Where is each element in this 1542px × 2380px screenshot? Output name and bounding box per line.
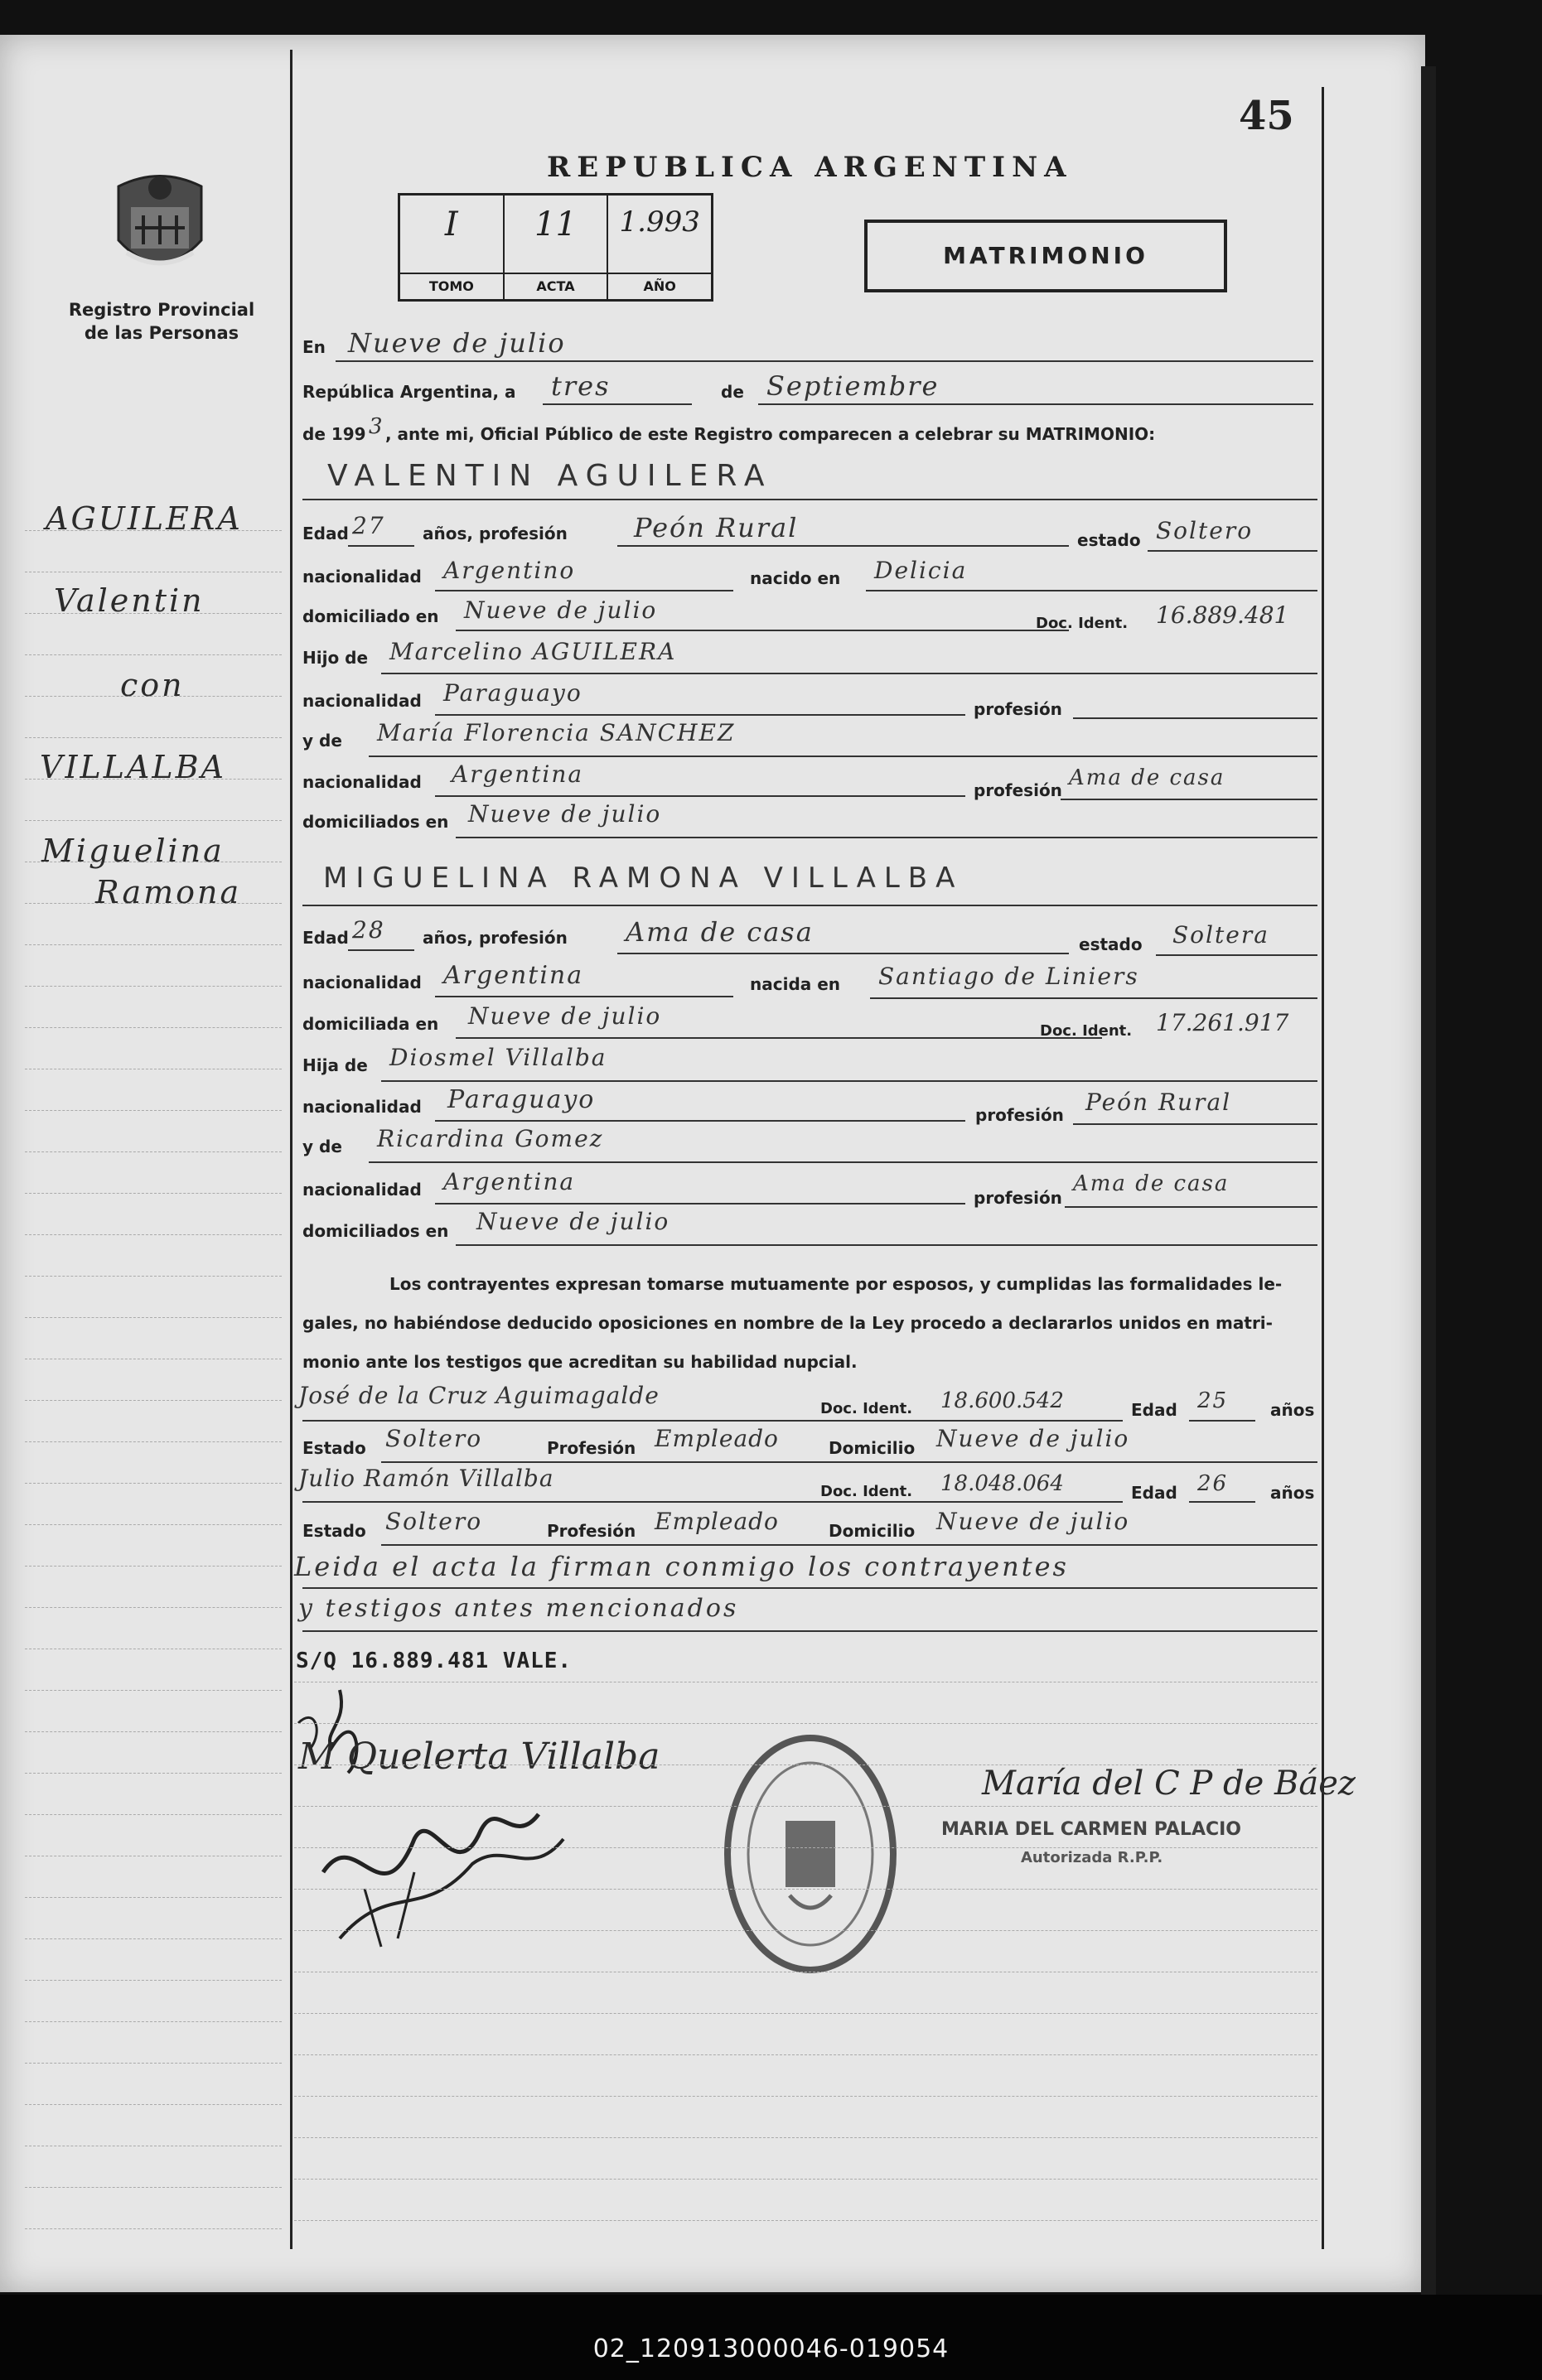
bride-doc-label: Doc. Ident. [1040, 1022, 1133, 1040]
groom-father-nat-row [302, 681, 1317, 722]
body-ruled-line [294, 1764, 1317, 1765]
closing-line-2 [298, 1594, 1317, 1635]
bride-mother-prof-label: profesión [974, 1188, 1062, 1208]
closing-text-1: Leida el acta la firman conmigo los contrayentes [294, 1551, 1069, 1582]
closing-text-2: y testigos antes mencionados [298, 1594, 739, 1623]
bride-father-nat-row [302, 1087, 1317, 1128]
body-ruled-line [294, 1889, 1317, 1890]
groom-mother-nat-label: nacionalidad [302, 772, 422, 792]
witness-2-estado-label: Estado [302, 1521, 366, 1541]
margin-ruled-line [25, 1400, 282, 1401]
margin-ruled-line [25, 1193, 282, 1194]
bride-parents-dom-label: domiciliados en [302, 1221, 449, 1241]
bride-dom-label: domiciliada en [302, 1014, 439, 1034]
intro-text: , ante mi, Oficial Público de este Registro comparecen a celebrar su MATRIMONIO: [385, 424, 1156, 444]
acta-label: ACTA [505, 273, 607, 299]
groom-father-nat-label: nacionalidad [302, 691, 422, 711]
margin-surname-groom: AGUILERA [46, 500, 243, 537]
bride-father-prof-label: profesión [975, 1105, 1064, 1125]
margin-ruled-line [25, 1566, 282, 1567]
bride-parents-domicile: Nueve de julio [476, 1208, 670, 1235]
margin-ruled-line [25, 2063, 282, 2064]
bride-mother-nationality: Argentina [443, 1168, 576, 1195]
year-row [302, 414, 1317, 456]
margin-ruled-line [25, 986, 282, 987]
month-value: Septiembre [766, 370, 940, 402]
official-name: MARIA DEL CARMEN PALACIO [941, 1819, 1242, 1840]
witness-1-details-row [302, 1425, 1317, 1466]
witness-2-doc: 18.048.064 [940, 1471, 1064, 1496]
provincial-seal-icon [106, 170, 214, 282]
witness-2-profession: Empleado [655, 1508, 779, 1535]
witness-2-dom-label: Domicilio [829, 1521, 916, 1541]
republica-label: República Argentina, a [302, 382, 516, 402]
anio-cell [608, 196, 711, 299]
official-signature: María del C P de Báez [982, 1764, 1356, 1803]
registry-label-line2: de las Personas [84, 323, 239, 343]
bride-father: Diosmel Villalba [389, 1044, 607, 1071]
bride-father-profession: Peón Rural [1085, 1089, 1232, 1116]
witness-1-anios-label: años [1270, 1400, 1315, 1420]
margin-ruled-line [25, 737, 282, 738]
witness-1-doc: 18.600.542 [940, 1388, 1064, 1413]
witness-1-domicile: Nueve de julio [936, 1425, 1130, 1452]
witness-1-edad-label: Edad [1131, 1400, 1177, 1420]
margin-ruled-line [25, 1897, 282, 1898]
witness-1-name: José de la Cruz Aguimagalde [298, 1382, 660, 1409]
groom-hijo-label: Hijo de [302, 648, 369, 668]
margin-ruled-line [25, 1690, 282, 1691]
witness-2-doc-label: Doc. Ident. [820, 1483, 913, 1500]
body-ruled-line [294, 1806, 1317, 1807]
groom-age-row [302, 514, 1317, 555]
declaration-line-1: Los contrayentes expresan tomarse mutuamente por esposos, y cumplidas las formalidades le- [389, 1274, 1283, 1294]
witness-1-doc-label: Doc. Ident. [820, 1400, 913, 1417]
witness-2-prof-label: Profesión [547, 1521, 636, 1541]
groom-mother-profession: Ama de casa [1069, 765, 1225, 790]
groom-status: Soltero [1156, 517, 1254, 544]
acta-cell [505, 196, 609, 299]
bride-mother-nat-row [302, 1170, 1317, 1211]
margin-ruled-line [25, 1980, 282, 1981]
margin-ruled-line [25, 1317, 282, 1318]
bride-domicile: Nueve de julio [468, 1002, 662, 1030]
right-rule [1322, 87, 1324, 2249]
registry-label [50, 298, 273, 345]
scan-caption: 02_120913000046-019054 [592, 2334, 950, 2363]
place-row [302, 327, 1317, 369]
de-label: de [721, 382, 744, 402]
margin-ruled-line [25, 1731, 282, 1732]
official-role: Autorizada R.P.P. [1021, 1849, 1163, 1866]
groom-father-nationality: Paraguayo [443, 679, 582, 707]
margin-ruled-line [25, 1483, 282, 1484]
margin-ruled-line [25, 1607, 282, 1608]
margin-ruled-line [25, 2104, 282, 2105]
book-spine [1421, 66, 1436, 2295]
groom-doc-label: Doc. Ident. [1036, 615, 1129, 632]
closing-line-1 [294, 1551, 1317, 1592]
margin-ruled-line [25, 1773, 282, 1774]
groom-mother-nat-row [302, 762, 1317, 804]
witness-1-dom-label: Domicilio [829, 1438, 916, 1458]
groom-profession-label: años, profesión [423, 524, 568, 543]
bride-hija-label: Hija de [302, 1055, 368, 1075]
bride-domicile-row [302, 1004, 1317, 1045]
margin-ruled-line [25, 654, 282, 655]
bride-yde-label: y de [302, 1137, 342, 1156]
margin-ruled-line [25, 2021, 282, 2022]
registry-label-line1: Registro Provincial [68, 300, 255, 320]
date-row [302, 369, 1317, 410]
groom-parents-dom-label: domiciliados en [302, 812, 449, 832]
groom-name-row [302, 456, 1317, 505]
bride-father-nationality: Paraguayo [447, 1085, 596, 1114]
margin-middle-bride: Ramona [95, 874, 242, 910]
groom-name: VALENTIN AGUILERA [327, 459, 773, 493]
groom-dom-label: domiciliado en [302, 606, 439, 626]
witness-1-prof-label: Profesión [547, 1438, 636, 1458]
witness-2-name: Julio Ramón Villalba [298, 1465, 554, 1492]
anio-value: 1.993 [619, 205, 700, 239]
en-label: En [302, 337, 326, 357]
acta-value: 11 [534, 205, 577, 244]
country-heading: REPUBLICA ARGENTINA [547, 151, 1073, 184]
declaration-text [302, 1265, 1317, 1382]
bride-edad-label: Edad [302, 928, 349, 948]
margin-conjunction: con [120, 667, 185, 703]
bride-age: 28 [352, 916, 385, 944]
margin-ruled-line [25, 1814, 282, 1815]
body-ruled-line [294, 2054, 1317, 2055]
year-prefix: de 199 [302, 424, 366, 444]
witness-1-row [298, 1382, 1317, 1425]
groom-domicile: Nueve de julio [464, 596, 658, 624]
bride-name: MIGUELINA RAMONA VILLALBA [323, 862, 964, 895]
tomo-value: I [444, 205, 458, 244]
witness-2-age: 26 [1197, 1471, 1229, 1496]
groom-father: Marcelino AGUILERA [389, 638, 677, 665]
bride-mother-profession: Ama de casa [1073, 1171, 1230, 1196]
groom-mother-nationality: Argentina [452, 760, 584, 788]
bride-father-nat-label: nacionalidad [302, 1097, 422, 1117]
margin-ruled-line [25, 944, 282, 945]
party-signatures [290, 1673, 721, 1972]
place-value: Nueve de julio [348, 327, 566, 359]
body-ruled-line [294, 2179, 1317, 2180]
margin-ruled-line [25, 820, 282, 821]
groom-birthplace: Delicia [874, 557, 968, 584]
groom-nationality: Argentino [443, 557, 576, 584]
bride-mother-row [302, 1127, 1317, 1168]
margin-ruled-line [25, 2228, 282, 2229]
tomo-cell [400, 196, 505, 299]
bride-profession-label: años, profesión [423, 928, 568, 948]
groom-yde-label: y de [302, 731, 342, 751]
groom-mother-prof-label: profesión [974, 780, 1062, 800]
page-number: 45 [1239, 93, 1294, 139]
groom-mother: María Florencia SANCHEZ [377, 719, 736, 746]
bride-nationality: Argentina [443, 961, 584, 990]
margin-ruled-line [25, 1276, 282, 1277]
bride-mother-nat-label: nacionalidad [302, 1180, 422, 1200]
body-ruled-line [294, 1930, 1317, 1931]
margin-given-groom: Valentin [54, 582, 205, 619]
body-ruled-line [294, 1847, 1317, 1848]
record-type: MATRIMONIO [864, 220, 1227, 292]
margin-ruled-line [25, 1234, 282, 1235]
witness-2-anios-label: años [1270, 1483, 1315, 1503]
witness-2-domicile: Nueve de julio [936, 1508, 1130, 1535]
witness-2-row [298, 1465, 1317, 1506]
declaration-line-3: monio ante los testigos que acreditan su habilidad nupcial. [302, 1352, 858, 1372]
body-ruled-line [294, 2220, 1317, 2221]
margin-ruled-line [25, 1027, 282, 1028]
witness-1-age: 25 [1197, 1388, 1229, 1413]
groom-father-prof-label: profesión [974, 699, 1062, 719]
bride-estado-label: estado [1079, 934, 1143, 954]
body-ruled-line [294, 1723, 1317, 1724]
anio-label: AÑO [608, 273, 711, 299]
witness-2-details-row [302, 1508, 1317, 1549]
registry-stamp-icon [719, 1730, 902, 1978]
margin-given-bride: Miguelina [41, 833, 225, 869]
margin-ruled-line [25, 1110, 282, 1111]
groom-nacido-label: nacido en [750, 568, 841, 588]
witness-1-estado-label: Estado [302, 1438, 366, 1458]
bride-profession: Ama de casa [626, 916, 814, 948]
witness-1-profession: Empleado [655, 1425, 779, 1452]
bride-signature: M Quelerta Villalba [298, 1736, 660, 1778]
body-ruled-line [294, 2137, 1317, 2138]
declaration-line-2: gales, no habiéndose deducido oposiciones en nombre de la Ley procedo a declararlos unidos en matri- [302, 1313, 1273, 1333]
groom-father-row [302, 638, 1317, 679]
bride-name-row [302, 853, 1317, 911]
bride-status: Soltera [1172, 921, 1269, 949]
bride-doc: 17.261.917 [1156, 1009, 1289, 1036]
bride-father-row [302, 1045, 1317, 1087]
bride-nacida-label: nacida en [750, 974, 841, 994]
margin-ruled-line [25, 1938, 282, 1939]
bride-mother: Ricardina Gomez [377, 1125, 604, 1152]
groom-age: 27 [352, 512, 385, 539]
groom-estado-label: estado [1077, 530, 1141, 550]
margin-ruled-line [25, 1441, 282, 1442]
bride-birthplace: Santiago de Liniers [878, 963, 1139, 990]
bride-nat-label: nacionalidad [302, 973, 422, 992]
year-digit: 3 [369, 414, 384, 439]
groom-nationality-row [302, 557, 1317, 598]
margin-ruled-line [25, 2187, 282, 2188]
groom-parents-domicile: Nueve de julio [468, 800, 662, 828]
groom-edad-label: Edad [302, 524, 349, 543]
reference-box [398, 193, 713, 302]
groom-doc: 16.889.481 [1156, 601, 1289, 629]
witness-2-status: Soltero [385, 1508, 483, 1535]
bride-nationality-row [302, 963, 1317, 1004]
bride-age-row [302, 918, 1317, 959]
tomo-label: TOMO [400, 273, 503, 299]
day-value: tres [551, 370, 611, 402]
bride-parents-dom-row [302, 1208, 1317, 1253]
witness-1-status: Soltero [385, 1425, 483, 1452]
witness-2-edad-label: Edad [1131, 1483, 1177, 1503]
groom-mother-row [302, 721, 1317, 762]
groom-parents-dom-row [302, 802, 1317, 843]
groom-domicile-row [302, 596, 1317, 638]
groom-profession: Peón Rural [634, 512, 799, 543]
signature-note: S/Q 16.889.481 VALE. [296, 1649, 573, 1673]
margin-surname-bride: VILLALBA [40, 749, 226, 785]
margin-ruled-line [25, 1524, 282, 1525]
body-ruled-line [294, 2013, 1317, 2014]
body-ruled-line [294, 2096, 1317, 2097]
margin-ruled-line [25, 1151, 282, 1152]
groom-nat-label: nacionalidad [302, 567, 422, 587]
